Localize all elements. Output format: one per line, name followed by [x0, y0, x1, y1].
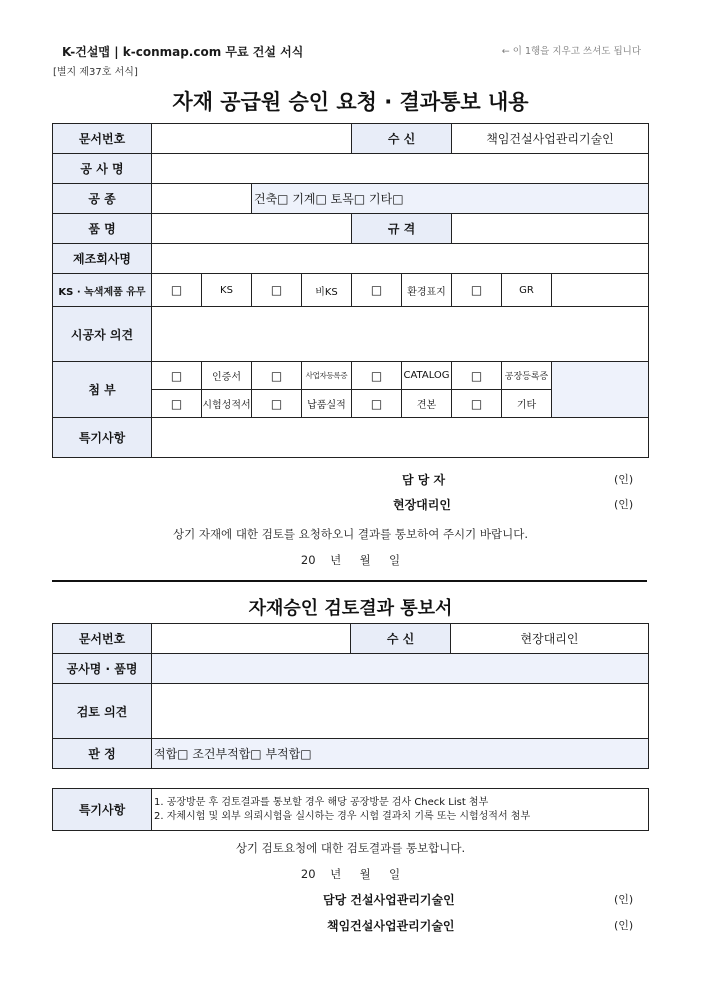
gr-checkbox[interactable]: □ — [452, 274, 502, 307]
manager-seal[interactable]: (인) — [614, 473, 634, 486]
spec-label: 규 격 — [352, 214, 452, 244]
result-date[interactable]: 20 년 월 일 — [300, 867, 401, 881]
ks-label: KS · 녹색제품 유무 — [53, 274, 152, 307]
form-number: [별지 제37호 서식] — [53, 67, 138, 78]
project-label: 공 사 명 — [53, 154, 152, 184]
non-ks-option: 비KS — [302, 274, 352, 307]
section-divider — [52, 580, 647, 582]
attach-checkbox[interactable]: □ — [252, 362, 302, 390]
attach-checkbox[interactable]: □ — [252, 390, 302, 418]
attach-checkbox[interactable]: □ — [152, 362, 202, 390]
attach-test-report: 시험성적서 — [202, 390, 252, 418]
gr-option: GR — [502, 274, 552, 307]
ks-checkbox[interactable]: □ — [152, 274, 202, 307]
chief-inspector-label: 책임건설사업관리기술인 — [327, 919, 455, 933]
item-field[interactable] — [152, 214, 352, 244]
attach-other: 기타 — [502, 390, 552, 418]
site-agent-seal[interactable]: (인) — [614, 498, 634, 511]
remarks-note-1: 1. 공장방문 후 검토결과를 통보할 경우 해당 공장방문 검사 Check List 첨부 — [154, 796, 489, 808]
brand-header: K-건설맵 | k-conmap.com 무료 건설 서식 — [62, 45, 304, 59]
doc-no-label: 문서번호 — [53, 124, 152, 154]
delete-hint: ← 이 1행을 지우고 쓰셔도 됩니다 — [501, 46, 641, 57]
project-item-label: 공사명 · 품명 — [53, 654, 152, 684]
inspector-seal[interactable]: (인) — [614, 893, 634, 906]
request-title: 자재 공급원 승인 요청 · 결과통보 내용 — [172, 90, 529, 114]
request-table — [52, 123, 649, 458]
work-type-label: 공 종 — [53, 184, 152, 214]
maker-field[interactable] — [152, 244, 649, 274]
result-doc-no-field[interactable] — [152, 624, 351, 654]
result-recipient-value[interactable]: 현장대리인 — [451, 624, 649, 654]
site-agent-label: 현장대리인 — [393, 498, 451, 512]
request-date[interactable]: 20 년 월 일 — [300, 553, 401, 567]
remarks-label: 특기사항 — [53, 418, 152, 458]
result-remarks-label: 특기사항 — [53, 789, 152, 831]
work-type-options[interactable]: 건축□ 기계□ 토목□ 기타□ — [252, 184, 649, 214]
attach-checkbox[interactable]: □ — [152, 390, 202, 418]
review-opinion-field[interactable] — [152, 684, 649, 739]
judgment-options[interactable]: 적합□ 조건부적합□ 부적합□ — [152, 739, 649, 769]
result-remarks-notes — [152, 789, 649, 831]
item-label: 품 명 — [53, 214, 152, 244]
non-ks-checkbox[interactable]: □ — [252, 274, 302, 307]
result-doc-no-label: 문서번호 — [53, 624, 152, 654]
result-title: 자재승인 검토결과 통보서 — [248, 598, 453, 619]
attach-sample: 견본 — [402, 390, 452, 418]
attach-label: 첨 부 — [53, 362, 152, 418]
remarks-field[interactable] — [152, 418, 649, 458]
request-sentence: 상기 자재에 대한 검토를 요청하오니 결과를 통보하여 주시기 바랍니다. — [172, 527, 529, 541]
attach-factory-registration: 공장등록증 — [502, 362, 552, 390]
maker-label: 제조회사명 — [53, 244, 152, 274]
result-recipient-label: 수 신 — [351, 624, 451, 654]
attach-catalog: CATALOG — [402, 362, 452, 390]
doc-no-field[interactable] — [152, 124, 352, 154]
inspector-label: 담당 건설사업관리기술인 — [323, 893, 455, 907]
attach-checkbox[interactable]: □ — [352, 362, 402, 390]
judgment-label: 판 정 — [53, 739, 152, 769]
eco-label-option: 환경표지 — [402, 274, 452, 307]
ks-blank[interactable] — [552, 274, 649, 307]
result-table — [52, 623, 649, 769]
recipient-label: 수 신 — [352, 124, 452, 154]
project-field[interactable] — [152, 154, 649, 184]
eco-label-checkbox[interactable]: □ — [352, 274, 402, 307]
chief-inspector-seal[interactable]: (인) — [614, 919, 634, 932]
attach-checkbox[interactable]: □ — [452, 362, 502, 390]
result-sentence: 상기 검토요청에 대한 검토결과를 통보합니다. — [235, 841, 466, 855]
recipient-value[interactable]: 책임건설사업관리기술인 — [452, 124, 649, 154]
attach-business-registration: 사업자등록증 — [302, 362, 352, 390]
attach-blank[interactable] — [552, 362, 649, 418]
attach-checkbox[interactable]: □ — [452, 390, 502, 418]
remarks-note-2: 2. 자체시험 및 외부 의뢰시험을 실시하는 경우 시험 결과치 기록 또는 시험성적서 첨부 — [154, 810, 531, 822]
spec-field[interactable] — [452, 214, 649, 244]
attach-delivery-record: 납품실적 — [302, 390, 352, 418]
work-type-blank[interactable] — [152, 184, 252, 214]
review-opinion-label: 검토 의견 — [53, 684, 152, 739]
attach-checkbox[interactable]: □ — [352, 390, 402, 418]
manager-label: 담 당 자 — [402, 473, 446, 487]
contractor-opinion-field[interactable] — [152, 307, 649, 362]
project-item-field[interactable] — [152, 654, 649, 684]
result-remarks-table — [52, 788, 649, 831]
contractor-opinion-label: 시공자 의견 — [53, 307, 152, 362]
attach-certificate: 인증서 — [202, 362, 252, 390]
ks-option: KS — [202, 274, 252, 307]
